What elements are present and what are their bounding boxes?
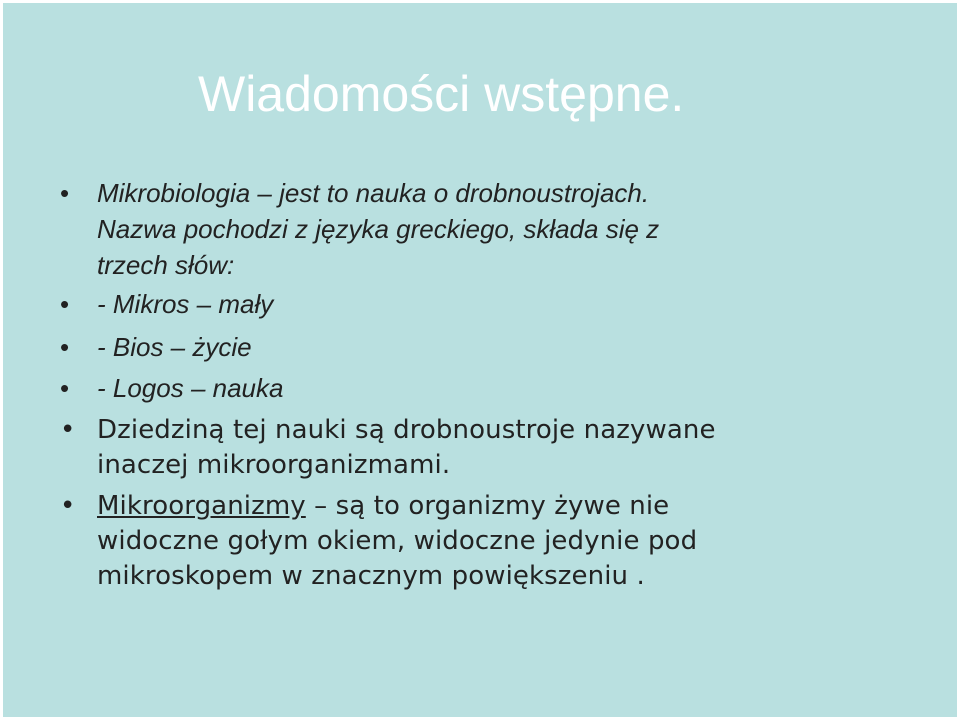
bullet-item-dziedzina	[60, 413, 716, 483]
bullet-text-line	[97, 489, 697, 524]
bullet-text-line: Nazwa pochodzi z języka greckiego, składa się z	[97, 214, 660, 244]
bullet-text-line: Mikrobiologia – jest to nauka o drobnoustrojach.	[97, 178, 650, 208]
bullet-item-mikrobiologia	[60, 175, 660, 283]
bullet-item-bios	[60, 329, 252, 365]
bullet-text-rest: – są to organizmy żywe nie	[305, 491, 670, 521]
bullet-text-line: - Mikros – mały	[97, 289, 274, 319]
bullet-dot: •	[60, 332, 70, 362]
bullet-item-logos	[60, 370, 284, 406]
bullet-text-line: - Logos – nauka	[97, 373, 284, 403]
bullet-text-line: widoczne gołym okiem, widoczne jedynie pod	[97, 526, 698, 556]
bullet-text-line: Dziedziną tej nauki są drobnoustroje nazywane	[97, 415, 716, 445]
bullet-item-mikroorganizmy	[60, 489, 698, 594]
slide-title: Wiadomości wstępne.	[198, 66, 685, 122]
term-mikroorganizmy: Mikroorganizmy	[97, 491, 306, 521]
bullet-dot: •	[60, 178, 70, 208]
bullet-text-line: - Bios – życie	[97, 332, 252, 362]
bullet-dot: •	[60, 289, 70, 319]
bullet-list	[3, 3, 960, 723]
bullet-dot: •	[60, 373, 70, 403]
bullet-text-line: inaczej mikroorganizmami.	[97, 450, 451, 480]
bullet-dot: •	[60, 415, 76, 445]
bullet-item-mikros	[60, 286, 274, 322]
bullet-text-line: mikroskopem w znacznym powiększeniu .	[97, 561, 645, 591]
bullet-text-line: trzech słów:	[97, 250, 235, 280]
bullet-dot: •	[60, 491, 76, 521]
